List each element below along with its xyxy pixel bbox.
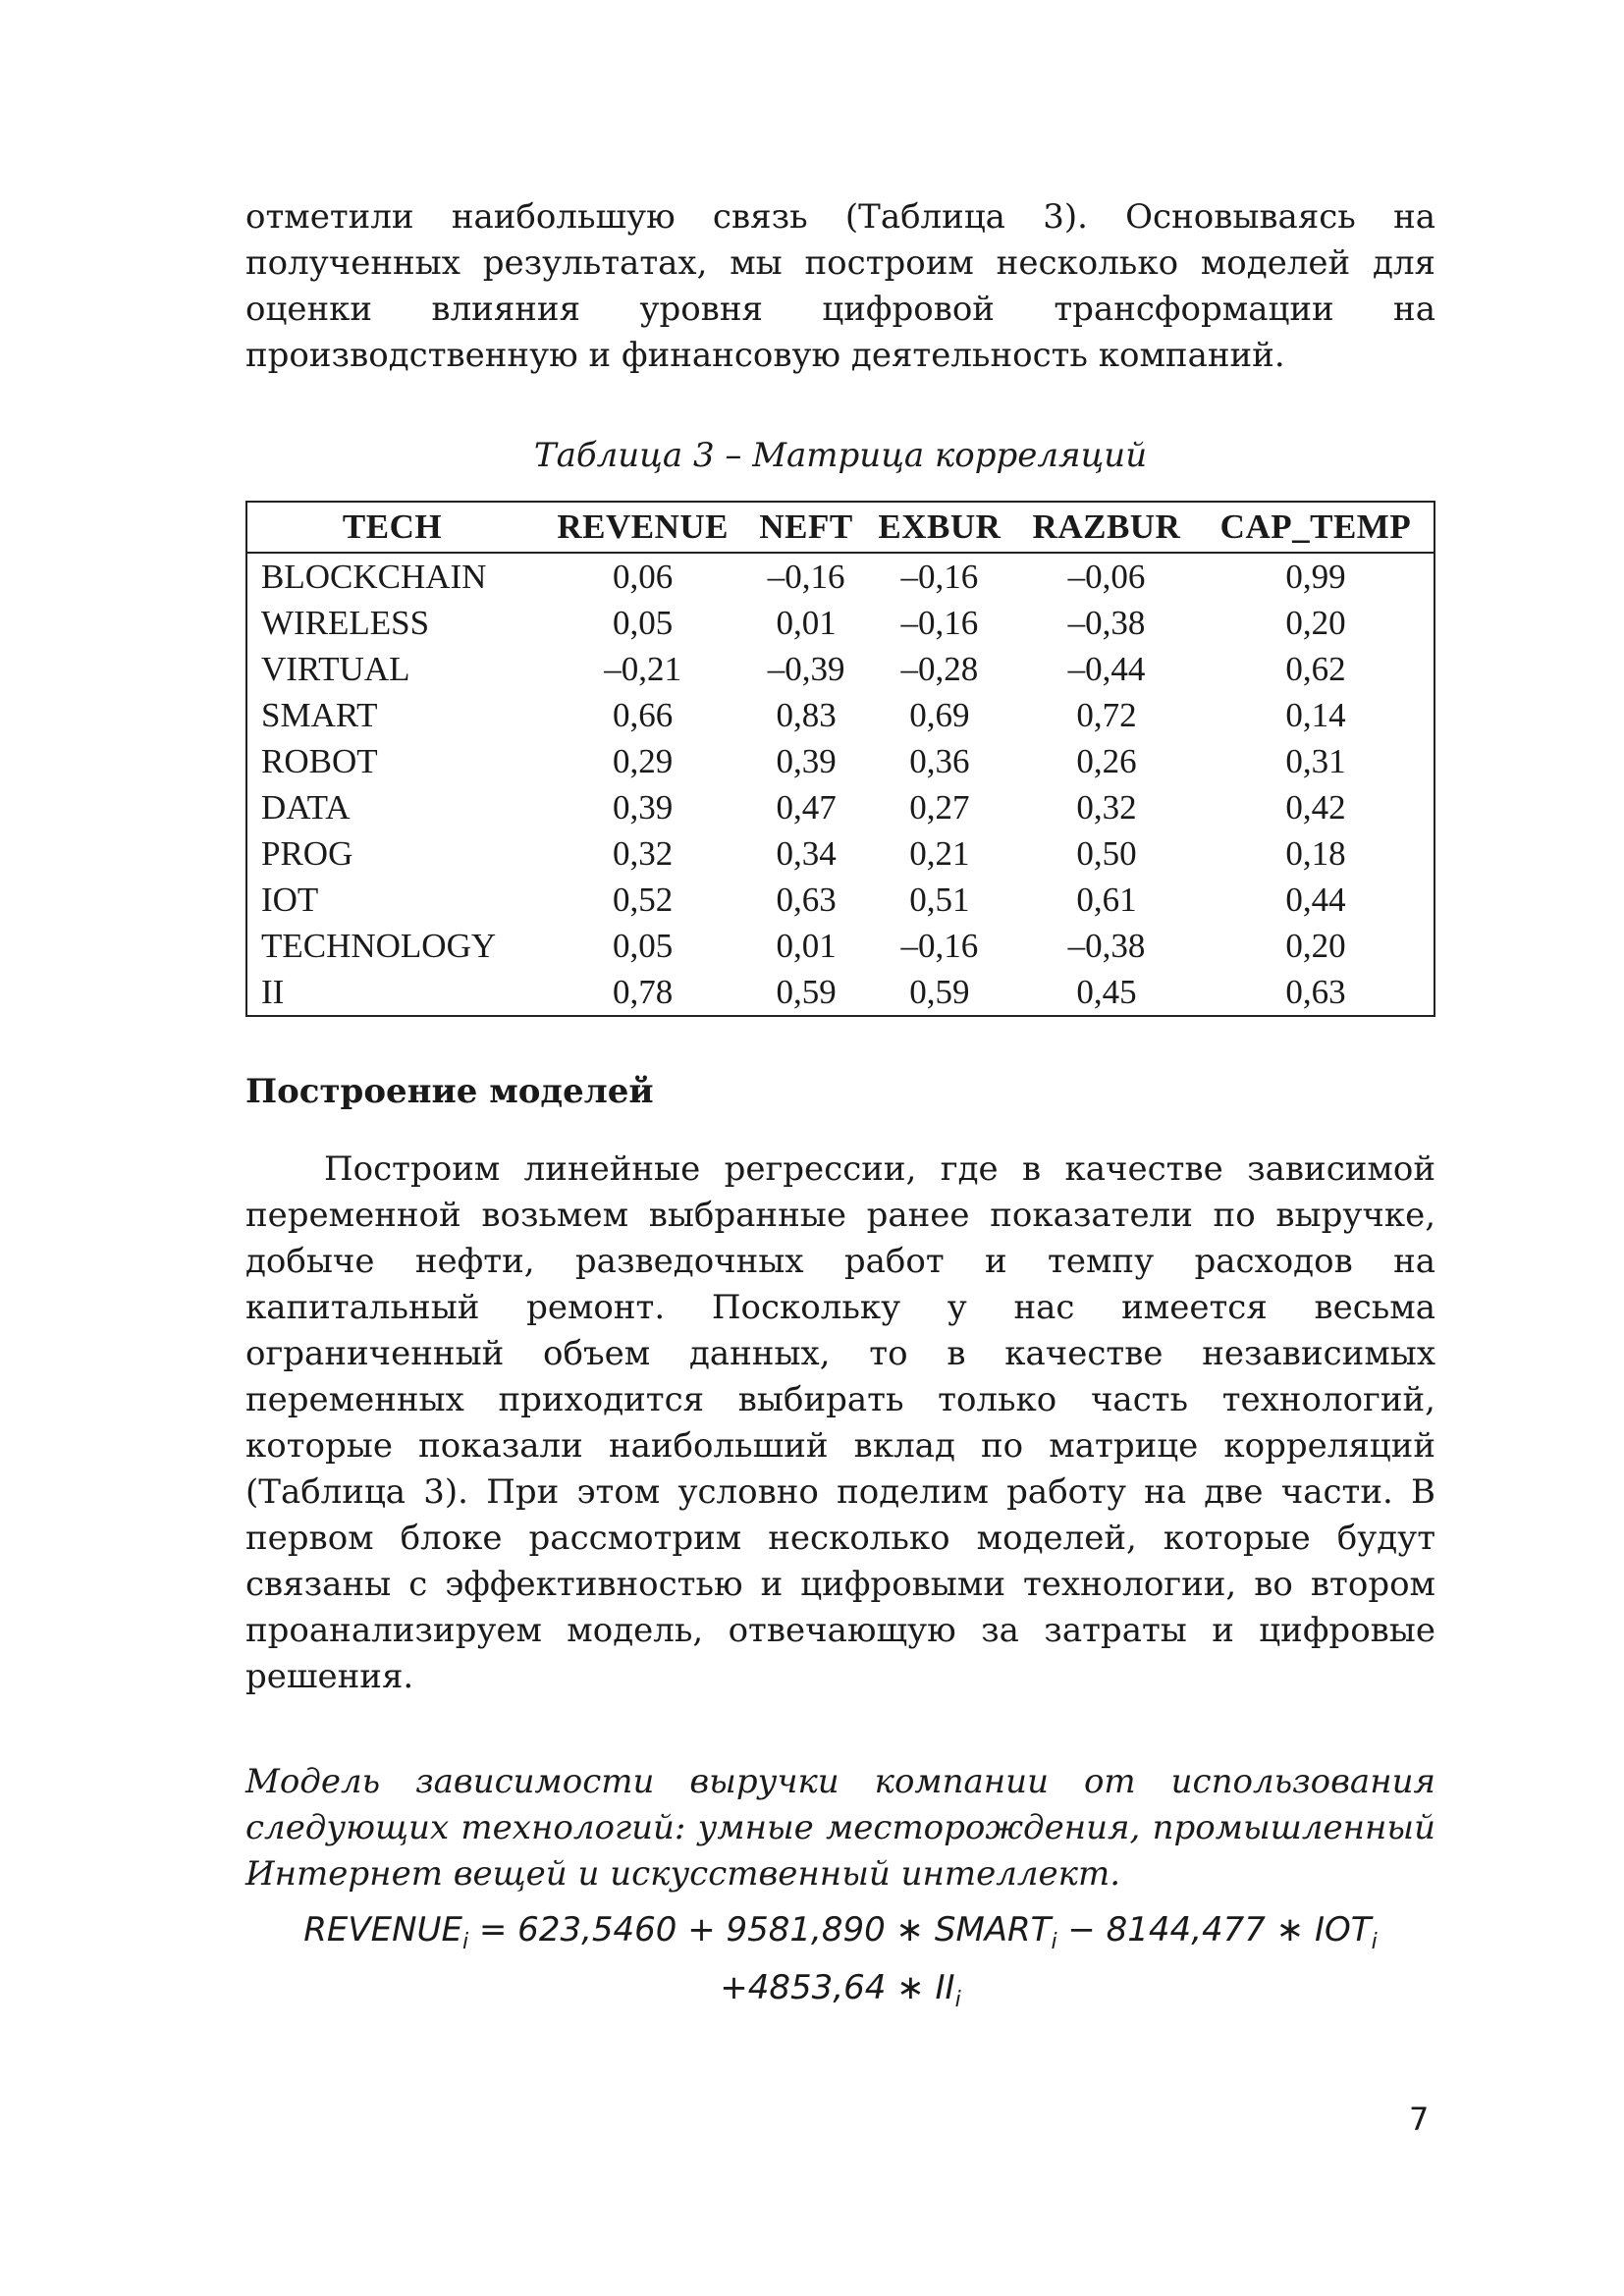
- tech-name-cell: II: [261, 972, 285, 1011]
- formula-text: − 8144,477 ∗: [1056, 1910, 1315, 1949]
- correlation-cell: 0,32: [1076, 787, 1137, 827]
- correlation-cell: 0,18: [1285, 833, 1346, 873]
- correlation-cell: 0,34: [776, 833, 837, 873]
- table-row: [246, 738, 1435, 784]
- correlation-cell: 0,39: [776, 741, 837, 780]
- correlation-cell: 0,42: [1285, 787, 1346, 827]
- correlation-cell: 0,31: [1285, 741, 1346, 780]
- table-header-row: [246, 502, 1435, 553]
- correlation-cell: 0,59: [776, 972, 837, 1011]
- formula-subscript: i: [461, 1929, 469, 1954]
- correlation-cell: –0,16: [900, 603, 979, 642]
- tech-name-cell: IOT: [261, 880, 319, 919]
- correlation-cell: 0,83: [776, 695, 837, 734]
- correlation-cell: 0,29: [613, 741, 674, 780]
- section-heading: Построение моделей: [245, 1072, 654, 1111]
- correlation-cell: 0,01: [776, 926, 837, 965]
- regression-formula: [245, 1907, 1435, 2023]
- formula-subscript: i: [954, 1987, 961, 2012]
- correlation-cell: 0,50: [1076, 833, 1137, 873]
- table-row: [246, 969, 1435, 1016]
- table-row: [246, 877, 1435, 923]
- correlation-cell: 0,21: [909, 833, 970, 873]
- tech-name-cell: TECHNOLOGY: [261, 926, 497, 965]
- table-row: [246, 692, 1435, 738]
- column-header: CAP_TEMP: [1198, 502, 1435, 553]
- correlation-cell: 0,27: [909, 787, 970, 827]
- correlation-cell: –0,16: [900, 926, 979, 965]
- correlation-cell: 0,59: [909, 972, 970, 1011]
- correlation-cell: 0,06: [613, 557, 674, 596]
- correlation-cell: 0,51: [909, 880, 970, 919]
- model-paragraph: Модель зависимости выручки компании от использования следующих технологий: умные месторождения, промышленный Интернет вещей и искусственный интеллект.: [245, 1762, 1435, 1894]
- correlation-cell: –0,38: [1067, 926, 1146, 965]
- formula-subscript: i: [1371, 1929, 1378, 1954]
- correlation-cell: 0,63: [776, 880, 837, 919]
- correlation-cell: 0,39: [613, 787, 674, 827]
- correlation-cell: 0,36: [909, 741, 970, 780]
- formula-text: +4853,64 ∗: [720, 1967, 936, 2007]
- correlation-cell: 0,69: [909, 695, 970, 734]
- tech-name-cell: PROG: [261, 833, 353, 873]
- tech-name-cell: DATA: [261, 787, 351, 827]
- intro-paragraph: отметили наибольшую связь (Таблица 3). Основываясь на полученных результатах, мы построим несколько моделей для оценки влияния уровня цифровой трансформации на производственную и финансовую деятельность компаний.: [245, 197, 1435, 375]
- correlation-cell: 0,47: [776, 787, 837, 827]
- table-row: [246, 784, 1435, 830]
- correlation-cell: 0,20: [1285, 603, 1346, 642]
- correlation-cell: 0,78: [613, 972, 674, 1011]
- correlation-cell: 0,05: [613, 603, 674, 642]
- correlation-cell: 0,52: [613, 880, 674, 919]
- correlation-cell: 0,72: [1076, 695, 1137, 734]
- tech-name-cell: VIRTUAL: [261, 649, 410, 688]
- formula-subscript: i: [1051, 1929, 1057, 1954]
- tech-name-cell: BLOCKCHAIN: [261, 557, 487, 596]
- tech-name-cell: WIRELESS: [261, 603, 430, 642]
- correlation-cell: 0,45: [1076, 972, 1137, 1011]
- column-header: EXBUR: [864, 502, 1015, 553]
- correlation-cell: 0,62: [1285, 649, 1346, 688]
- table-row: [246, 923, 1435, 969]
- correlation-cell: –0,38: [1067, 603, 1146, 642]
- correlation-cell: 0,32: [613, 833, 674, 873]
- correlation-cell: –0,21: [604, 649, 682, 688]
- table-row: [246, 830, 1435, 877]
- body-paragraph: Построим линейные регрессии, где в качестве зависимой переменной возьмем выбранные ранее показатели по выручке, добыче нефти, разведочных работ и темпу расходов на капитальный ремонт. Поскольку у нас имеется весьма ограниченный объем данных, то в качестве независимых переменных приходится выбирать только часть технологий, которые показали наибольший вклад по матрице корреляций (Таблица 3). При этом условно поделим работу на две части. В первом блоке рассмотрим несколько моделей, которые будут связаны с эффективностью и цифровыми технологии, во втором проанализируем модель, отвечающую за затраты и цифровые решения.: [245, 1149, 1435, 1696]
- correlation-cell: 0,99: [1285, 557, 1346, 596]
- table-body: [246, 553, 1435, 1016]
- formula-line-2: [245, 1965, 1435, 2023]
- correlation-table: [245, 501, 1435, 1017]
- correlation-cell: 0,66: [613, 695, 674, 734]
- column-header: TECH: [246, 502, 537, 553]
- correlation-cell: 0,63: [1285, 972, 1346, 1011]
- table-row: [246, 646, 1435, 692]
- table-row: [246, 600, 1435, 646]
- table-caption: Таблица 3 – Матрица корреляций: [533, 436, 1148, 475]
- page-content: [245, 194, 1435, 2023]
- correlation-cell: 0,26: [1076, 741, 1137, 780]
- formula-term: SMART: [934, 1910, 1052, 1949]
- column-header: NEFT: [748, 502, 864, 553]
- formula-text: = 623,5460 + 9581,890 ∗: [468, 1910, 935, 1949]
- correlation-cell: –0,28: [900, 649, 979, 688]
- tech-name-cell: SMART: [261, 695, 378, 734]
- page-number: 7: [1409, 2101, 1430, 2138]
- correlation-cell: 0,14: [1285, 695, 1346, 734]
- correlation-cell: –0,16: [900, 557, 979, 596]
- formula-line-1: [245, 1907, 1435, 1965]
- correlation-cell: –0,16: [767, 557, 845, 596]
- column-header: RAZBUR: [1015, 502, 1198, 553]
- correlation-cell: 0,01: [776, 603, 837, 642]
- correlation-cell: 0,20: [1285, 926, 1346, 965]
- correlation-cell: 0,61: [1076, 880, 1137, 919]
- formula-term: IOT: [1315, 1910, 1372, 1949]
- column-header: REVENUE: [537, 502, 748, 553]
- formula-lhs: REVENUE: [303, 1910, 462, 1949]
- tech-name-cell: ROBOT: [261, 741, 378, 780]
- formula-term: II: [935, 1967, 955, 2007]
- correlation-cell: –0,06: [1067, 557, 1146, 596]
- correlation-cell: 0,44: [1285, 880, 1346, 919]
- correlation-cell: 0,05: [613, 926, 674, 965]
- table-row: [246, 553, 1435, 600]
- correlation-cell: –0,44: [1067, 649, 1146, 688]
- correlation-cell: –0,39: [767, 649, 845, 688]
